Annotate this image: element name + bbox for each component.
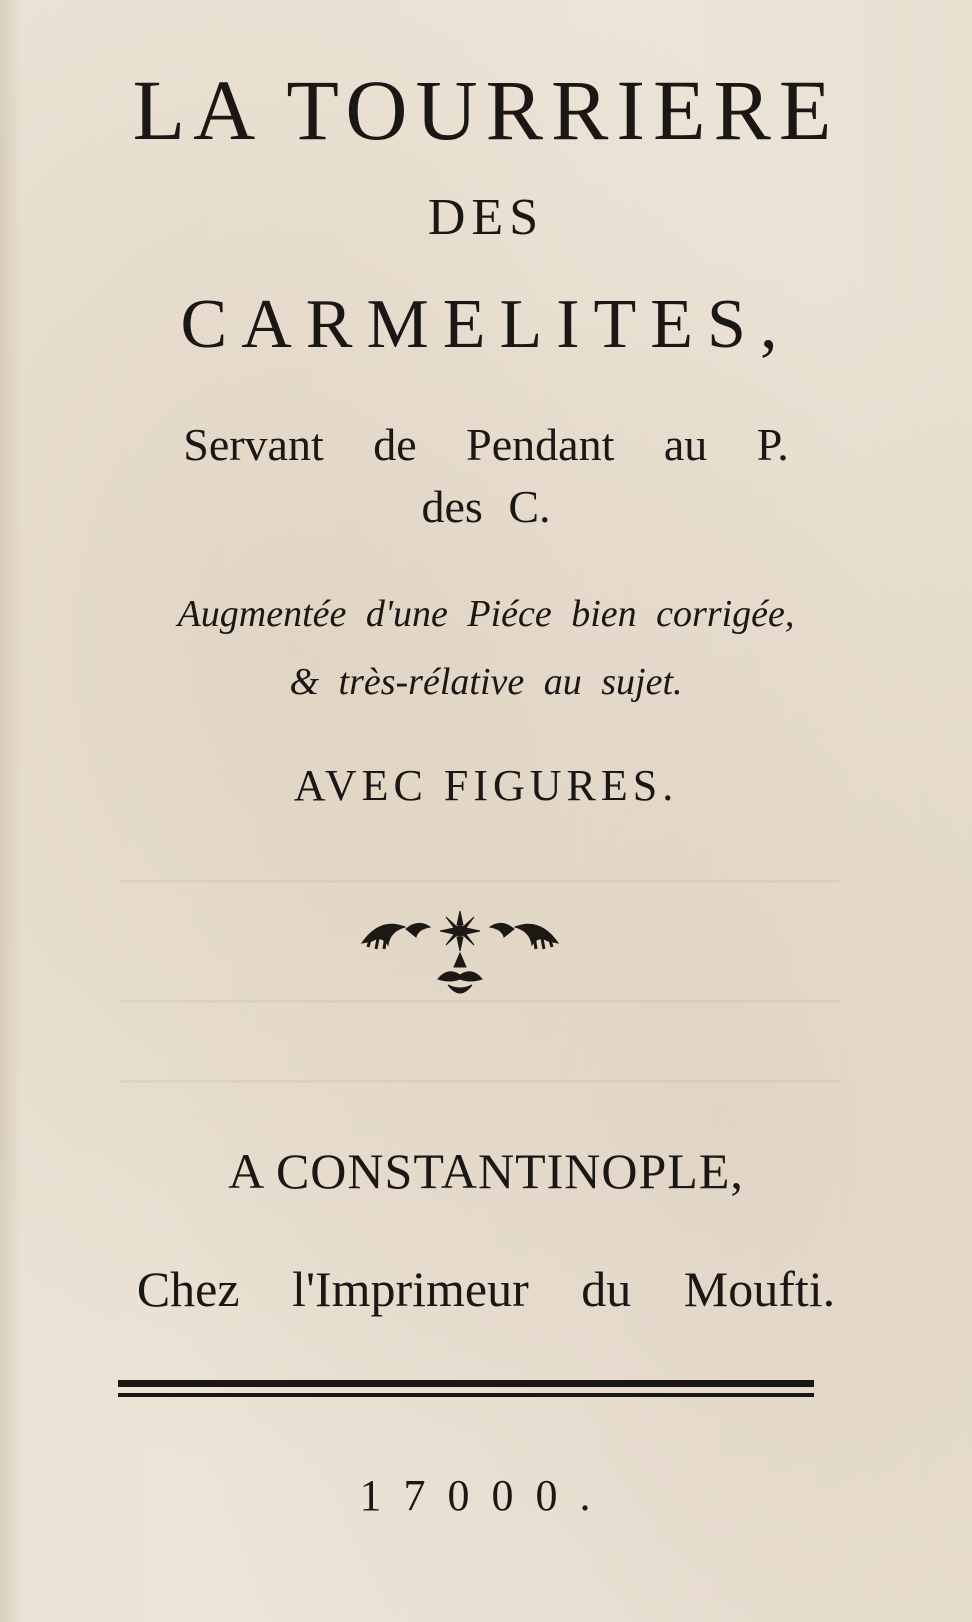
title-line-1: LA TOURRIERE: [132, 62, 840, 158]
figures-note: AVEC FIGURES.: [293, 761, 679, 810]
imprint-printer: Chez l'Imprimeur du Moufti.: [136, 1261, 836, 1317]
title-line-3: CARMELITES,: [180, 286, 792, 363]
subtitle-line-2: des C.: [421, 481, 551, 532]
show-through-texture: [120, 880, 840, 883]
addition-line-1: Augmentée d'une Piéce bien corrigée,: [177, 593, 795, 635]
imprint-place: A CONSTANTINOPLE,: [228, 1143, 744, 1199]
show-through-texture: [120, 1080, 840, 1083]
imprint-year: 17000.: [359, 1471, 613, 1520]
fleuron-ornament-icon: [360, 905, 560, 1015]
title-line-2: DES: [427, 189, 545, 246]
subtitle-line-1: Servant de Pendant au P.: [183, 419, 789, 470]
addition-line-2: & très-rélative au sujet.: [289, 661, 683, 703]
double-rule-divider: [118, 1378, 814, 1404]
